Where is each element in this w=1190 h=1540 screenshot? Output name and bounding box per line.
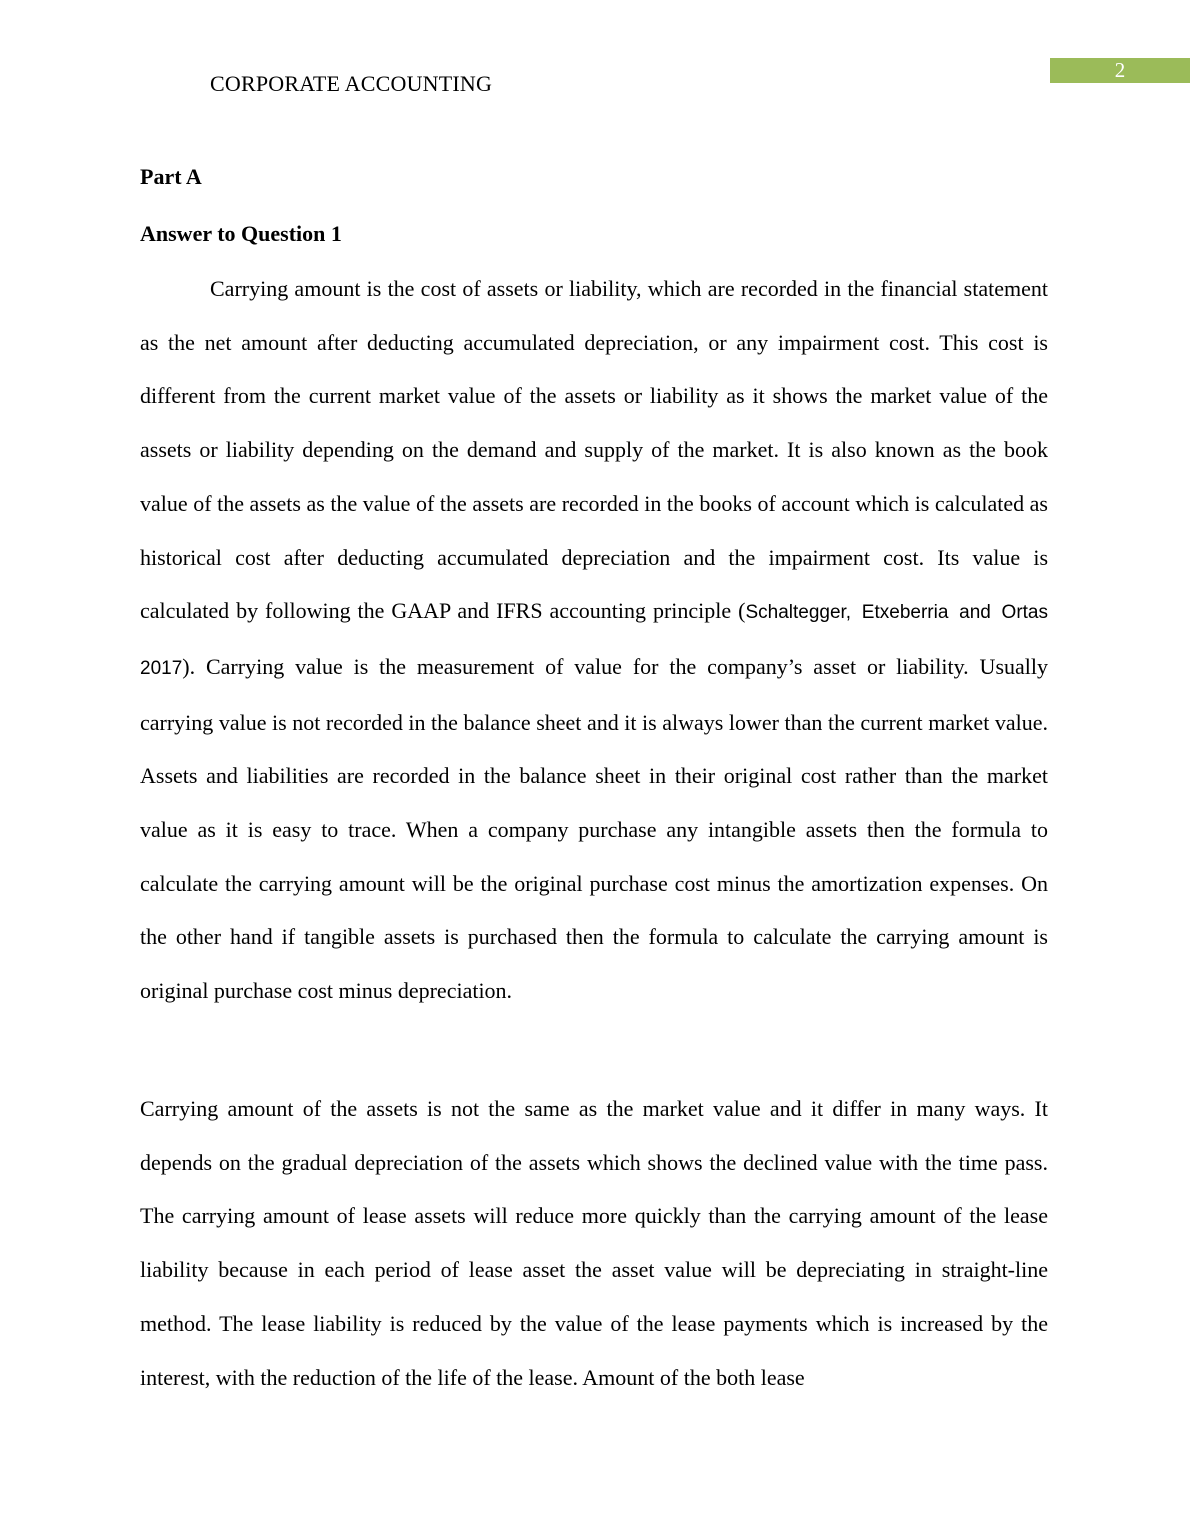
part-heading: Part A: [140, 164, 202, 189]
question-heading: Answer to Question 1: [140, 221, 342, 246]
running-head: CORPORATE ACCOUNTING: [210, 71, 493, 96]
paragraph-1-text-a: Carrying amount is the cost of assets or liability, which are recorded in the financial statement as the net amount after deducting accumulated depreciation, or any impairment cost. This cost is different from the current market value of the assets or liability as it shows the market value of the assets or liability depending on the demand and supply of the market. It is also known as the book value of the assets as the value of the assets are recorded in the books of account which is calculated as historical cost after deducting accumulated depreciation and the impairment cost. Its value is calculated by following the GAAP and IFRS accounting principle (: [140, 276, 1048, 624]
page-number-badge: 2: [1050, 58, 1190, 83]
paragraph-1-text-b: ). Carrying value is the measurement of value for the company’s asset or liability. Usually carrying value is not recorded in the balance sheet and it is always lower than the current market value. Assets and liabilities are recorded in the balance sheet in their original cost rather than the market value as it is easy to trace. When a company purchase any intangible assets then the formula to calculate the carrying amount will be the original purchase cost minus the amortization expenses. On the other hand if tangible assets is purchased then the formula to calculate the carrying amount is original purchase cost minus depreciation.: [140, 653, 1048, 1004]
paragraph-2: Carrying amount of the assets is not the same as the market value and it differ in many ways. It depends on the gradual depreciation of the assets which shows the declined value with the time pass. The carrying amount of lease assets will reduce more quickly than the carrying amount of the lease liability because in each period of lease asset the asset value will be depreciating in straight-line method. The lease liability is reduced by the value of the lease payments which is increased by the interest, with the reduction of the life of the lease. Amount of the both lease: [140, 1096, 1048, 1390]
paragraph-1: [140, 262, 1048, 1018]
citation: Schaltegger, Etxeberria and Ortas 2017: [140, 602, 1049, 679]
